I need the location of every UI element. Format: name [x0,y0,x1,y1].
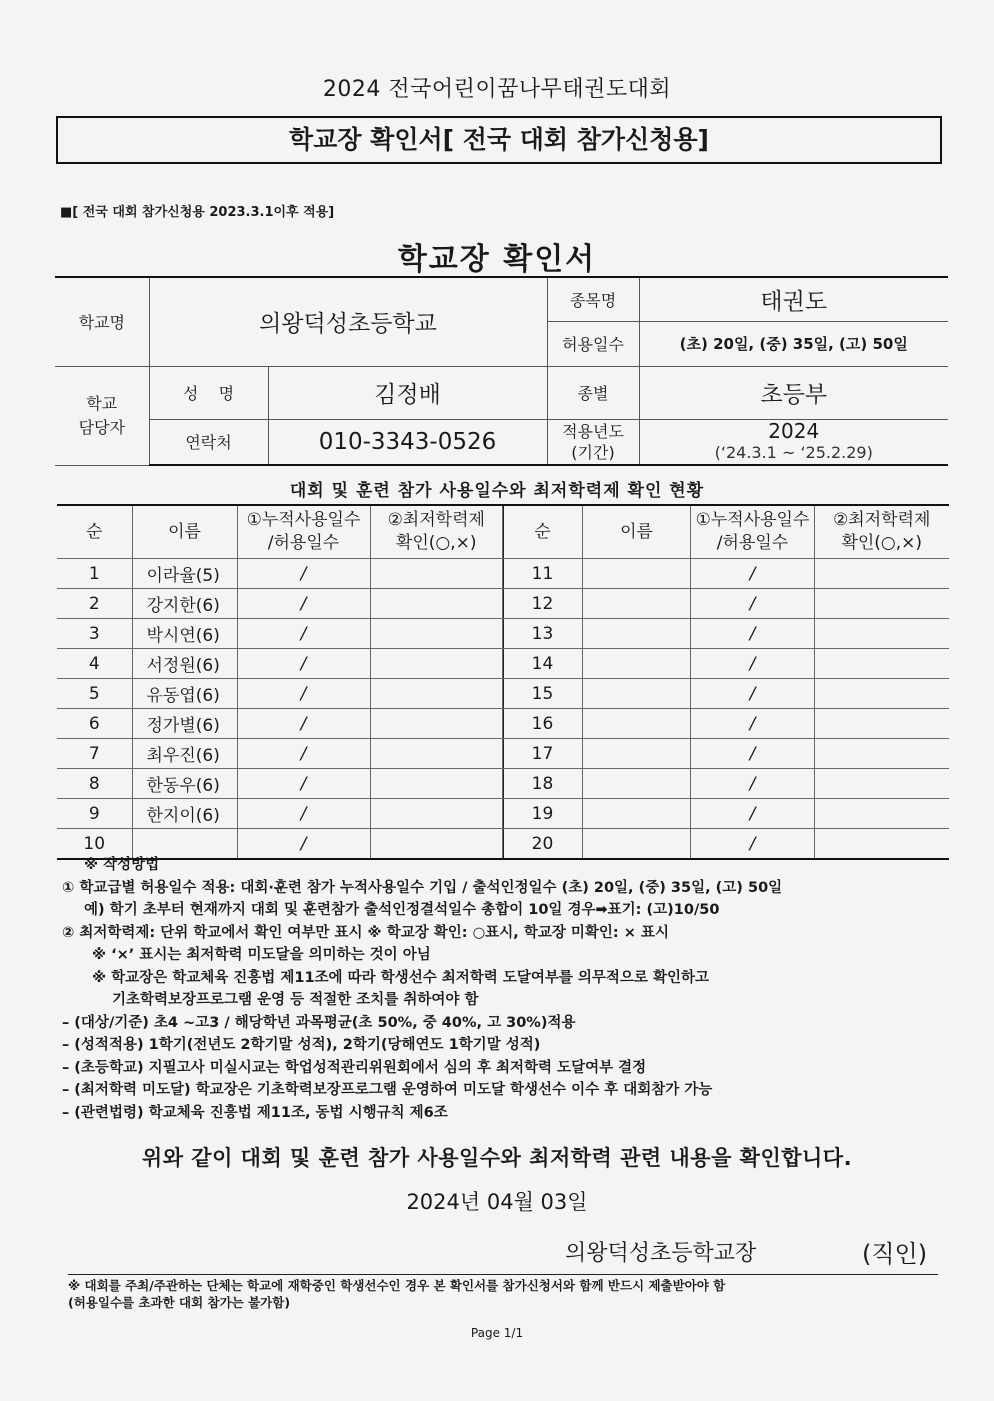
row-days: / [237,769,370,799]
row-min [815,739,949,769]
detail-elementary: – (초등학교) 지필고사 미실시교는 학업성적관리위원회에서 심의 후 최저학력 도달여부 결정 [62,1059,647,1076]
division-value: 초등부 [639,366,948,419]
issue-date: 2024년 04월 03일 [406,1190,588,1214]
header-name: 이름 [132,505,237,559]
contact-value: 010-3343-0526 [268,419,547,465]
header-days: ①누적사용일수 /허용일수 [691,505,815,559]
row-name [583,649,691,679]
notes-heading: ※ 작성방법 [84,857,160,873]
detail-target: – (대상/기준) 초4 ~고3 / 해당학년 과목평균(초 50%, 중 40%, 고 30%)적용 [62,1014,576,1031]
row-days: / [691,619,815,649]
row-no: 14 [503,649,583,679]
row-min [370,679,503,709]
row-days: / [691,709,815,739]
table-row [57,799,503,829]
allowed-days-value: (초) 20일, (중) 35일, (고) 50일 [639,321,948,366]
row-name: 유동엽(6) [132,679,237,709]
row-no: 1 [57,559,132,589]
row-no: 3 [57,619,132,649]
row-no: 5 [57,679,132,709]
row-days: / [237,589,370,619]
row-name: 강지한(6) [132,589,237,619]
row-name [583,739,691,769]
row-days: / [237,679,370,709]
row-no: 11 [503,559,583,589]
note-x-mark: ※ ‘×’ 표시는 최저학력 미도달을 의미하는 것이 아님 [92,947,431,963]
table-row [57,589,503,619]
footer-note [68,1274,938,1311]
row-min [370,799,503,829]
roster-body-right [503,559,949,860]
row-no: 15 [503,679,583,709]
official-seal: (직인) [862,1240,928,1268]
note-example: 예) 학기 초부터 현재까지 대회 및 훈련참가 출석인정결석일수 총합이 10일 경우➡표기: (고)10/50 [84,902,720,918]
row-days: / [237,799,370,829]
header-no: 순 [503,505,583,559]
table-row [503,679,949,709]
row-no: 2 [57,589,132,619]
row-name: 정가별(6) [132,709,237,739]
year-cell [639,419,948,465]
contact-label: 연락처 [149,419,268,465]
table-row [503,649,949,679]
row-days: / [691,589,815,619]
confirmation-statement: 위와 같이 대회 및 훈련 참가 사용일수와 최저학력 관련 내용을 확인합니다. [141,1146,853,1170]
row-days: / [237,709,370,739]
row-name: 한동우(6) [132,769,237,799]
table-row [503,769,949,799]
table-row [57,619,503,649]
row-no: 7 [57,739,132,769]
row-no: 8 [57,769,132,799]
row-days: / [691,739,815,769]
table-row [503,709,949,739]
row-days: / [691,559,815,589]
row-name [583,679,691,709]
row-min [370,619,503,649]
row-min [370,559,503,589]
row-min [815,709,949,739]
footer-note-line-1: ※ 대회를 주최/주관하는 단체는 학교에 재학중인 학생선수인 경우 본 확인서를 참가신청서와 함께 반드시 제출받아야 함 [68,1278,726,1293]
table-row [57,769,503,799]
row-min [370,739,503,769]
row-name: 최우진(6) [132,739,237,769]
row-name: 박시연(6) [132,619,237,649]
year-value: 2024 [768,419,820,444]
row-no: 20 [503,829,583,860]
allowed-days-label: 허용일수 [547,321,639,366]
header-min: ②최저학력제 확인(○,×) [370,505,503,559]
row-days: / [691,769,815,799]
row-days: / [237,739,370,769]
table-row [57,559,503,589]
row-min [370,589,503,619]
row-min [815,679,949,709]
row-min [815,589,949,619]
header-days: ①누적사용일수 /허용일수 [237,505,370,559]
school-name: 의왕덕성초등학교 [149,277,547,366]
school-label: 학교명 [55,277,149,366]
row-name [583,799,691,829]
row-no: 16 [503,709,583,739]
page-number: Page 1/1 [470,1326,524,1340]
row-min [815,769,949,799]
row-no: 4 [57,649,132,679]
school-info-table [55,276,948,466]
note-allowed-days: ① 학교급별 허용일수 적용: 대회·훈련 참가 누적사용일수 기입 / 출석인정일수 (초) 20일, (중) 35일, (고) 50일 [62,879,783,896]
row-name: 한지이(6) [132,799,237,829]
row-name [583,769,691,799]
row-days: / [691,679,815,709]
event-title: 2024 전국어린이꿈나무태권도대회 [322,77,672,102]
note-law-2: 기초학력보장프로그램 운영 등 적절한 조치를 취하여야 함 [112,992,479,1008]
row-no: 18 [503,769,583,799]
row-min [815,799,949,829]
row-days: / [691,649,815,679]
manager-label: 학교 담당자 [55,366,149,465]
signer-name: 의왕덕성초등학교장 [565,1241,757,1266]
table-row [57,739,503,769]
row-name: 이라율(5) [132,559,237,589]
row-name [583,619,691,649]
table-row [503,589,949,619]
table-row [503,739,949,769]
roster-table-right [502,504,949,860]
row-min [815,619,949,649]
row-min [370,709,503,739]
row-days: / [237,649,370,679]
detail-not-reached: – (최저학력 미도달) 학교장은 기초학력보장프로그램 운영하여 미도달 학생선수 이수 후 대회참가 가능 [62,1082,713,1098]
row-days: / [237,619,370,649]
apply-note: ■[ 전국 대회 참가신청용 2023.3.1이후 적용] [60,205,335,220]
row-name: 서정원(6) [132,649,237,679]
row-days: / [691,799,815,829]
period-value: (‘24.3.1 ~ ‘25.2.29) [714,443,873,463]
row-days: / [237,559,370,589]
main-title: 학교장 확인서 [397,242,597,277]
roster-table-left [57,504,504,860]
header-name: 이름 [583,505,691,559]
row-no: 9 [57,799,132,829]
division-label: 종별 [547,366,639,419]
sport-value: 태권도 [639,277,948,321]
table-row [57,679,503,709]
footer-note-line-2: (허용일수를 초과한 대회 참가는 불가함) [68,1295,291,1310]
writing-instructions [62,854,942,1124]
year-label: 적용년도 (기간) [547,419,639,465]
detail-grades: – (성적적용) 1학기(전년도 2학기말 성적), 2학기(당해연도 1학기말 성적) [62,1037,541,1053]
row-min [370,769,503,799]
header-min: ②최저학력제 확인(○,×) [815,505,949,559]
table-row [503,559,949,589]
row-name [583,559,691,589]
section-title: 대회 및 훈련 참가 사용일수와 최저학력제 확인 현황 [289,481,705,501]
row-no: 12 [503,589,583,619]
row-no: 17 [503,739,583,769]
note-law-1: ※ 학교장은 학교체육 진흥법 제11조에 따라 학생선수 최저학력 도달여부를 의무적으로 확인하고 [92,969,710,986]
table-row [57,709,503,739]
detail-law: – (관련법령) 학교체육 진흥법 제11조, 동법 시행규칙 제6조 [62,1104,448,1121]
row-no: 19 [503,799,583,829]
table-row [503,799,949,829]
row-name [583,589,691,619]
row-no: 13 [503,619,583,649]
row-name [583,709,691,739]
row-no: 6 [57,709,132,739]
sport-label: 종목명 [547,277,639,321]
note-min-academic: ② 최저학력제: 단위 학교에서 확인 여부만 표시 ※ 학교장 확인: ○표시, 학교장 미확인: × 표시 [62,924,669,941]
table-row [57,649,503,679]
manager-name-label: 성 명 [149,366,268,419]
manager-name: 김정배 [268,366,547,419]
row-min [370,649,503,679]
header-no: 순 [57,505,132,559]
form-banner: 학교장 확인서[ 전국 대회 참가신청용] [56,116,942,164]
row-min [815,649,949,679]
row-days: / [691,829,815,860]
row-days: / [237,829,370,860]
table-row [503,619,949,649]
row-no: 10 [57,829,132,860]
row-min [815,559,949,589]
roster-body-left [57,559,503,860]
